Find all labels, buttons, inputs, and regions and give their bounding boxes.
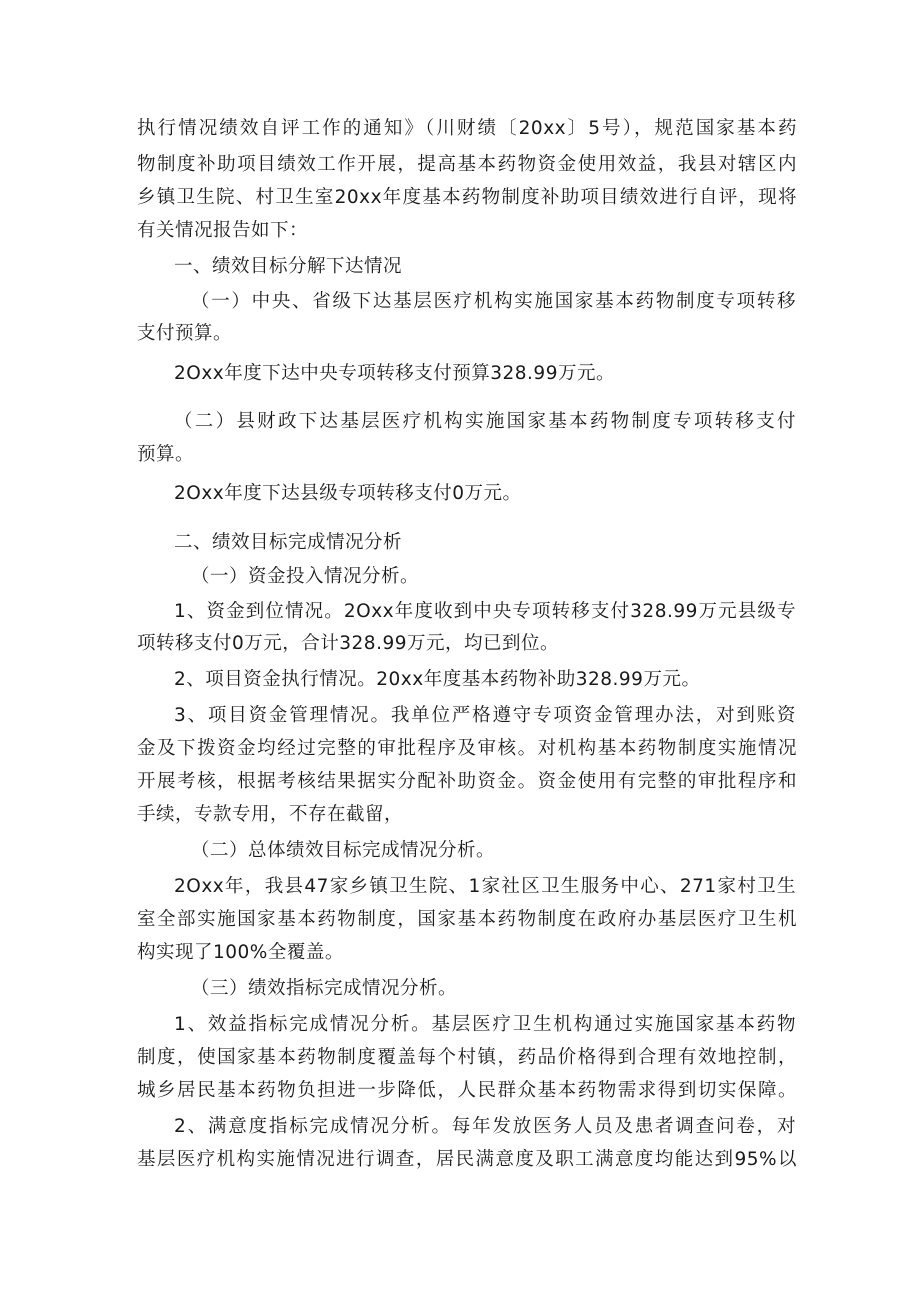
text-line: 构实现了100%全覆盖。 bbox=[137, 942, 344, 963]
subsection-heading: （一）中央、省级下达基层医疗机构实施国家基本药物制度专项转移 bbox=[191, 291, 796, 312]
text-line: 基层医疗机构实施情况进行调查，居民满意度及职工满意度均能达到95%以 bbox=[137, 1149, 797, 1170]
text-line: 支付预算。 bbox=[137, 323, 233, 344]
text-line: 手续，专款专用，不存在截留， bbox=[137, 804, 404, 825]
section-heading: 一、绩效目标分解下达情况 bbox=[174, 256, 403, 277]
text-line: 2Oxx年度下达县级专项转移支付0万元。 bbox=[174, 483, 522, 504]
text-line: 2、项目资金执行情况。20xx年度基本药物补助328.99万元。 bbox=[174, 669, 701, 690]
text-line: 开展考核，根据考核结果据实分配补助资金。资金使用有完整的审批程序和 bbox=[137, 771, 797, 792]
text-line: 预算。 bbox=[137, 444, 195, 465]
text-line: 城乡居民基本药物负担进一步降低，人民群众基本药物需求得到切实保障。 bbox=[137, 1080, 797, 1101]
text-line: 2、满意度指标完成情况分析。每年发放医务人员及患者调查问卷，对 bbox=[174, 1116, 796, 1137]
text-line: 执行情况绩效自评工作的通知》（川财绩〔20xx〕5号），规范国家基本药 bbox=[137, 118, 797, 139]
text-line: 金及下拨资金均经过完整的审批程序及审核。对机构基本药物制度实施情况 bbox=[137, 738, 797, 759]
subsection-heading: （三）绩效指标完成情况分析。 bbox=[191, 978, 458, 999]
text-line: 室全部实施国家基本药物制度，国家基本药物制度在政府办基层医疗卫生机 bbox=[137, 909, 797, 930]
text-line: 项转移支付0万元，合计328.99万元，均已到位。 bbox=[137, 633, 560, 654]
subsection-heading: （一）资金投入情况分析。 bbox=[191, 566, 420, 587]
text-line: 乡镇卫生院、村卫生室20xx年度基本药物制度补助项目绩效进行自评，现将 bbox=[137, 187, 797, 208]
text-line: 制度，使国家基本药物制度覆盖每个村镇，药品价格得到合理有效地控制， bbox=[137, 1047, 797, 1068]
text-line: 3、项目资金管理情况。我单位严格遵守专项资金管理办法，对到账资 bbox=[174, 705, 796, 726]
text-line: 1、效益指标完成情况分析。基层医疗卫生机构通过实施国家基本药物 bbox=[174, 1014, 796, 1035]
text-line: 有关情况报告如下： bbox=[137, 220, 309, 241]
text-line: 2Oxx年度下达中央专项转移支付预算328.99万元。 bbox=[174, 363, 615, 384]
section-heading: 二、绩效目标完成情况分析 bbox=[174, 532, 403, 553]
subsection-heading: （二）县财政下达基层医疗机构实施国家基本药物制度专项转移支付 bbox=[174, 411, 796, 432]
text-line: 物制度补助项目绩效工作开展，提高基本药物资金使用效益，我县对辖区内 bbox=[137, 154, 797, 175]
subsection-heading: （二）总体绩效目标完成情况分析。 bbox=[191, 840, 496, 861]
text-line: 1、资金到位情况。2Oxx年度收到中央专项转移支付328.99万元县级专 bbox=[174, 601, 796, 622]
text-line: 2Oxx年，我县47家乡镇卫生院、1家社区卫生服务中心、271家村卫生 bbox=[174, 876, 796, 897]
